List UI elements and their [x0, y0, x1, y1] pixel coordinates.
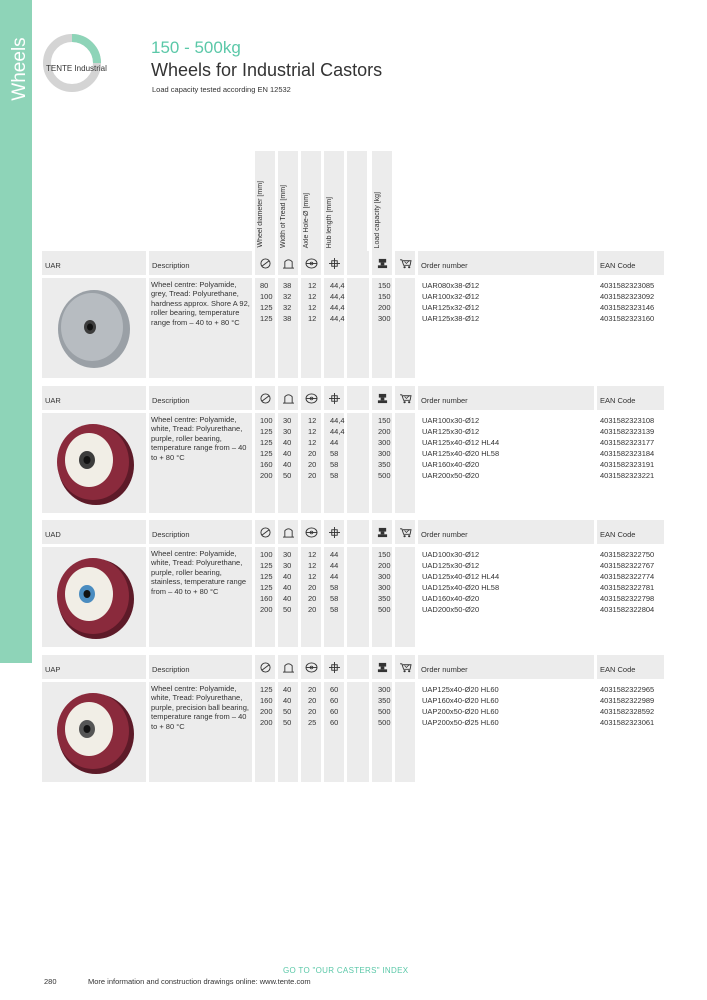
order-number: UAD200x50-Ø20	[422, 605, 480, 614]
ean-code: 4031582323108	[600, 416, 655, 425]
tread-header-cell	[278, 386, 298, 410]
tread-width: 40	[283, 438, 292, 447]
hub-icon	[328, 662, 341, 673]
cart-icon	[399, 662, 412, 673]
cart-header-cell	[395, 386, 415, 410]
tread-width: 40	[283, 449, 292, 458]
weight-range: 150 - 500kg	[151, 38, 241, 57]
tread-icon	[282, 258, 295, 269]
description-label: Description	[152, 530, 190, 539]
load-capacity: 150	[378, 416, 391, 425]
order-label: Order number	[421, 396, 468, 405]
section-code	[42, 520, 146, 544]
order-header	[418, 386, 594, 410]
section-code	[42, 386, 146, 410]
tread-width: 30	[283, 416, 292, 425]
order-header	[418, 655, 594, 679]
order-number: UAP200x50-Ø25 HL60	[422, 718, 499, 727]
wheel-image	[42, 278, 146, 378]
load-capacity: 150	[378, 292, 391, 301]
order-number: UAD160x40-Ø20	[422, 594, 480, 603]
tread-width: 40	[283, 460, 292, 469]
section-header	[42, 386, 664, 410]
blank-header-cell	[347, 251, 369, 275]
description-header	[149, 251, 252, 275]
ean-code: 4031582323221	[600, 471, 655, 480]
product-section	[42, 251, 664, 381]
axle-hole: 20	[308, 449, 317, 458]
wheel-diameter: 125	[260, 685, 273, 694]
wheel-diameter: 200	[260, 707, 273, 716]
diameter-icon	[259, 258, 272, 269]
ean-code: 4031582323160	[600, 314, 655, 323]
cart-header-cell	[395, 655, 415, 679]
description-header	[149, 520, 252, 544]
wheel-picture	[42, 682, 146, 782]
load-icon	[376, 662, 389, 673]
order-number: UAD125x30-Ø12	[422, 561, 480, 570]
hub-icon	[328, 393, 341, 404]
tread-width: 40	[283, 583, 292, 592]
wheel-diameter: 160	[260, 594, 273, 603]
tread-width: 50	[283, 605, 292, 614]
col-header-blank	[347, 151, 367, 251]
ean-code: 4031582323085	[600, 281, 655, 290]
wheel-image	[42, 682, 146, 782]
hub-length: 44,4	[330, 427, 345, 436]
diameter-icon	[259, 393, 272, 404]
diameter-header-cell	[255, 251, 275, 275]
wheel-image	[42, 547, 146, 647]
description-header	[149, 655, 252, 679]
load-capacity: 200	[378, 561, 391, 570]
hub-icon	[328, 527, 341, 538]
tread-width: 30	[283, 427, 292, 436]
hub-length: 44,4	[330, 303, 345, 312]
data-column-bg	[395, 682, 415, 782]
order-number: UAR125x40-Ø20 HL58	[422, 449, 500, 458]
col-header-load: Load capacity [kg]	[372, 151, 392, 251]
load-capacity: 300	[378, 438, 391, 447]
ean-code: 4031582322750	[600, 550, 655, 559]
data-column-bg	[347, 413, 369, 513]
section-code-text: UAP	[45, 665, 61, 674]
ean-header	[597, 251, 664, 275]
order-number: UAP160x40-Ø20 HL60	[422, 696, 499, 705]
order-number: UAR160x40-Ø20	[422, 460, 480, 469]
hub-length: 44	[330, 561, 339, 570]
wheel-image	[42, 413, 146, 513]
ean-code: 4031582322989	[600, 696, 655, 705]
casters-index-link[interactable]: GO TO "OUR CASTERS" INDEX	[283, 966, 409, 975]
product-section	[42, 520, 664, 650]
tread-width: 40	[283, 696, 292, 705]
hub-length: 60	[330, 707, 339, 716]
hub-header-cell	[324, 655, 344, 679]
tread-icon	[282, 393, 295, 404]
data-column-bg	[395, 547, 415, 647]
page-subtitle: Load capacity tested according EN 12532	[152, 85, 291, 94]
load-capacity: 300	[378, 449, 391, 458]
ean-code: 4031582322804	[600, 605, 655, 614]
axle-icon	[305, 258, 318, 269]
section-code	[42, 655, 146, 679]
wheel-diameter: 125	[260, 427, 273, 436]
hub-length: 58	[330, 594, 339, 603]
tread-header-cell	[278, 655, 298, 679]
order-number: UAR125x30-Ø12	[422, 427, 480, 436]
hub-length: 44,4	[330, 281, 345, 290]
ean-code: 4031582323146	[600, 303, 655, 312]
tread-icon	[282, 662, 295, 673]
tread-width: 50	[283, 718, 292, 727]
axle-hole: 12	[308, 314, 317, 323]
tread-width: 30	[283, 561, 292, 570]
blank-header-cell	[347, 386, 369, 410]
load-capacity: 200	[378, 427, 391, 436]
tread-width: 50	[283, 471, 292, 480]
wheel-diameter: 160	[260, 460, 273, 469]
order-number: UAD125x40-Ø12 HL44	[422, 572, 500, 581]
hub-length: 60	[330, 718, 339, 727]
hub-length: 58	[330, 605, 339, 614]
wheel-diameter: 125	[260, 438, 273, 447]
tread-width: 50	[283, 707, 292, 716]
product-description: Wheel centre: Polyamide, white, Tread: Polyurethane, purple, roller bearing, stainless, temperature range from – 40 to + 80 °C	[149, 547, 252, 647]
load-capacity: 300	[378, 685, 391, 694]
load-icon	[376, 527, 389, 538]
load-capacity: 500	[378, 471, 391, 480]
ean-label: EAN Code	[600, 261, 636, 270]
axle-hole: 20	[308, 696, 317, 705]
side-tab	[0, 0, 32, 663]
hub-header-cell	[324, 386, 344, 410]
description-label: Description	[152, 396, 190, 405]
order-number: UAP200x50-Ø20 HL60	[422, 707, 499, 716]
axle-hole: 25	[308, 718, 317, 727]
ean-header	[597, 520, 664, 544]
load-capacity: 350	[378, 460, 391, 469]
wheel-diameter: 200	[260, 471, 273, 480]
axle-hole: 12	[308, 550, 317, 559]
axle-hole: 20	[308, 594, 317, 603]
load-capacity: 350	[378, 696, 391, 705]
ean-label: EAN Code	[600, 530, 636, 539]
axle-icon	[305, 527, 318, 538]
section-code-text: UAR	[45, 261, 61, 270]
ean-code: 4031582323191	[600, 460, 655, 469]
order-header	[418, 251, 594, 275]
footer-info: More information and construction drawings online: www.tente.com	[88, 977, 311, 986]
order-number: UAR100x32-Ø12	[422, 292, 480, 301]
hub-length: 44,4	[330, 416, 345, 425]
order-label: Order number	[421, 665, 468, 674]
order-number: UAR125x32-Ø12	[422, 303, 480, 312]
wheel-diameter: 160	[260, 696, 273, 705]
col-header-hub: Hub length [mm]	[324, 151, 344, 251]
hub-header-cell	[324, 251, 344, 275]
load-icon	[376, 393, 389, 404]
order-number: UAR200x50-Ø20	[422, 471, 480, 480]
order-number: UAR125x38-Ø12	[422, 314, 480, 323]
axle-hole: 12	[308, 303, 317, 312]
load-capacity: 500	[378, 707, 391, 716]
tread-width: 40	[283, 572, 292, 581]
tread-width: 38	[283, 314, 292, 323]
hub-length: 44	[330, 572, 339, 581]
hub-length: 58	[330, 449, 339, 458]
ean-label: EAN Code	[600, 396, 636, 405]
tread-width: 38	[283, 281, 292, 290]
diameter-icon	[259, 662, 272, 673]
tread-width: 30	[283, 550, 292, 559]
hub-length: 58	[330, 460, 339, 469]
wheel-diameter: 200	[260, 605, 273, 614]
axle-hole: 12	[308, 438, 317, 447]
tread-icon	[282, 527, 295, 538]
ean-code: 4031582323092	[600, 292, 655, 301]
load-capacity: 500	[378, 718, 391, 727]
hub-length: 60	[330, 696, 339, 705]
axle-header-cell	[301, 251, 321, 275]
hub-icon	[328, 258, 341, 269]
axle-header-cell	[301, 655, 321, 679]
logo-text: TENTE Industrial	[46, 64, 107, 73]
order-label: Order number	[421, 261, 468, 270]
wheel-diameter: 125	[260, 314, 273, 323]
ean-code: 4031582323184	[600, 449, 655, 458]
axle-icon	[305, 662, 318, 673]
section-header	[42, 520, 664, 544]
wheel-diameter: 200	[260, 718, 273, 727]
axle-icon	[305, 393, 318, 404]
wheel-picture	[42, 547, 146, 647]
ean-code: 4031582322767	[600, 561, 655, 570]
cart-header-cell	[395, 520, 415, 544]
ean-code: 4031582322781	[600, 583, 655, 592]
cart-icon	[399, 527, 412, 538]
load-capacity: 300	[378, 583, 391, 592]
tread-header-cell	[278, 251, 298, 275]
section-code	[42, 251, 146, 275]
data-column-bg	[395, 278, 415, 378]
load-header-cell	[372, 386, 392, 410]
hub-length: 44	[330, 438, 339, 447]
tread-width: 40	[283, 594, 292, 603]
description-label: Description	[152, 261, 190, 270]
product-description: Wheel centre: Polyamide, white, Tread: Polyurethane, purple, roller bearing, temperature range from – 40 to + 80 °C	[149, 413, 252, 513]
load-icon	[376, 258, 389, 269]
page-title: Wheels for Industrial Castors	[151, 60, 383, 80]
tread-header-cell	[278, 520, 298, 544]
load-capacity: 300	[378, 314, 391, 323]
order-number: UAD100x30-Ø12	[422, 550, 480, 559]
order-header	[418, 520, 594, 544]
wheel-diameter: 100	[260, 416, 273, 425]
data-column-bg	[395, 413, 415, 513]
wheel-diameter: 125	[260, 561, 273, 570]
wheel-diameter: 80	[260, 281, 269, 290]
description-header	[149, 386, 252, 410]
wheel-diameter: 125	[260, 572, 273, 581]
hub-length: 60	[330, 685, 339, 694]
wheel-picture	[42, 413, 146, 513]
ean-header	[597, 655, 664, 679]
ean-code: 4031582323177	[600, 438, 655, 447]
axle-hole: 12	[308, 292, 317, 301]
col-header-tread: Width of Tread [mm]	[278, 151, 298, 251]
col-header-axle: Axle Hole-Ø [mm]	[301, 151, 321, 251]
axle-hole: 20	[308, 460, 317, 469]
data-column-bg	[347, 682, 369, 782]
order-number: UAD125x40-Ø20 HL58	[422, 583, 500, 592]
tread-width: 32	[283, 303, 292, 312]
data-column-bg	[347, 278, 369, 378]
description-label: Description	[152, 665, 190, 674]
diameter-header-cell	[255, 520, 275, 544]
axle-header-cell	[301, 520, 321, 544]
blank-header-cell	[347, 655, 369, 679]
tente-logo-icon	[42, 33, 102, 93]
load-capacity: 150	[378, 281, 391, 290]
page-number: 280	[44, 977, 57, 986]
product-section	[42, 386, 664, 516]
axle-hole: 20	[308, 685, 317, 694]
axle-hole: 20	[308, 707, 317, 716]
axle-header-cell	[301, 386, 321, 410]
axle-hole: 12	[308, 416, 317, 425]
order-number: UAR125x40-Ø12 HL44	[422, 438, 500, 447]
blank-header-cell	[347, 520, 369, 544]
hub-length: 44,4	[330, 314, 345, 323]
product-description: Wheel centre: Polyamide, white, Tread: Polyurethane, purple, precision ball bearing, temperature range from – 40 to + 80 °C	[149, 682, 252, 782]
hub-header-cell	[324, 520, 344, 544]
section-header	[42, 251, 664, 275]
axle-hole: 12	[308, 561, 317, 570]
axle-hole: 12	[308, 427, 317, 436]
product-description: Wheel centre: Polyamide, grey, Tread: Polyurethane, hardness approx. Shore A 92, roller bearing, temperature range from – 40 to + 80 °C	[149, 278, 252, 378]
section-header	[42, 655, 664, 679]
load-header-cell	[372, 655, 392, 679]
load-capacity: 150	[378, 550, 391, 559]
hub-length: 58	[330, 471, 339, 480]
ean-label: EAN Code	[600, 665, 636, 674]
cart-icon	[399, 258, 412, 269]
wheel-diameter: 125	[260, 303, 273, 312]
tread-width: 40	[283, 685, 292, 694]
section-code-text: UAD	[45, 530, 61, 539]
order-number: UAP125x40-Ø20 HL60	[422, 685, 499, 694]
wheel-picture	[42, 278, 146, 378]
load-capacity: 500	[378, 605, 391, 614]
side-tab-label: Wheels	[9, 37, 30, 101]
ean-code: 4031582322965	[600, 685, 655, 694]
hub-length: 44,4	[330, 292, 345, 301]
ean-code: 4031582323139	[600, 427, 655, 436]
order-number: UAR100x30-Ø12	[422, 416, 480, 425]
wheel-diameter: 100	[260, 292, 273, 301]
axle-hole: 20	[308, 583, 317, 592]
diameter-header-cell	[255, 386, 275, 410]
diameter-header-cell	[255, 655, 275, 679]
hub-length: 58	[330, 583, 339, 592]
wheel-diameter: 125	[260, 583, 273, 592]
ean-code: 4031582322798	[600, 594, 655, 603]
ean-code: 4031582322774	[600, 572, 655, 581]
hub-length: 44	[330, 550, 339, 559]
data-column-bg	[347, 547, 369, 647]
wheel-diameter: 125	[260, 449, 273, 458]
axle-hole: 12	[308, 572, 317, 581]
ean-header	[597, 386, 664, 410]
product-section	[42, 655, 664, 785]
order-number: UAR080x38-Ø12	[422, 281, 480, 290]
col-header-diameter: Wheel diameter [mm]	[255, 151, 275, 251]
cart-header-cell	[395, 251, 415, 275]
load-header-cell	[372, 520, 392, 544]
load-header-cell	[372, 251, 392, 275]
tread-width: 32	[283, 292, 292, 301]
wheel-diameter: 100	[260, 550, 273, 559]
load-capacity: 350	[378, 594, 391, 603]
ean-code: 4031582328592	[600, 707, 655, 716]
axle-hole: 12	[308, 281, 317, 290]
section-code-text: UAR	[45, 396, 61, 405]
axle-hole: 20	[308, 471, 317, 480]
axle-hole: 20	[308, 605, 317, 614]
ean-code: 4031582323061	[600, 718, 655, 727]
diameter-icon	[259, 527, 272, 538]
load-capacity: 200	[378, 303, 391, 312]
order-label: Order number	[421, 530, 468, 539]
cart-icon	[399, 393, 412, 404]
load-capacity: 300	[378, 572, 391, 581]
